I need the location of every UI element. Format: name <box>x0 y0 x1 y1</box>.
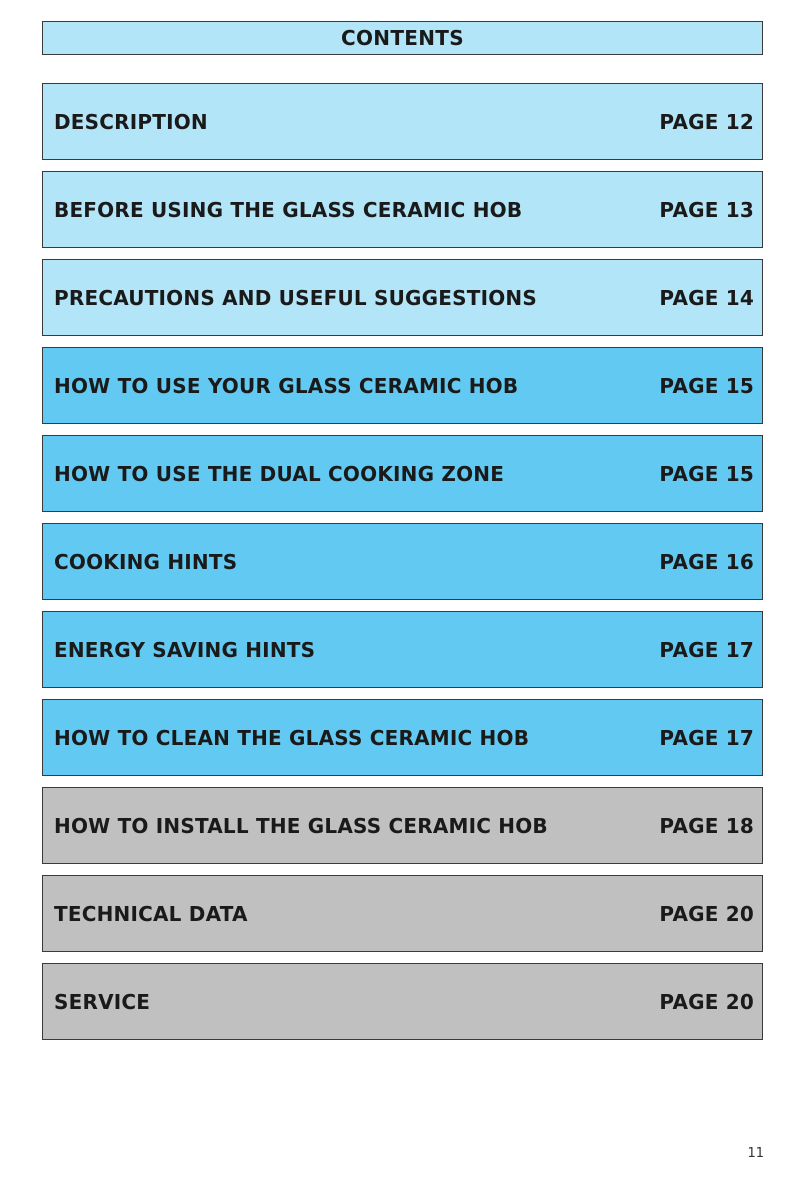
toc-entry-title: SERVICE <box>54 989 151 1014</box>
toc-entry-title: BEFORE USING THE GLASS CERAMIC HOB <box>54 197 523 222</box>
toc-entry-page: PAGE 17 <box>659 725 754 750</box>
toc-entry-title: ENERGY SAVING HINTS <box>54 637 316 662</box>
toc-entry-page: PAGE 12 <box>659 109 754 134</box>
toc-entry-title: PRECAUTIONS AND USEFUL SUGGESTIONS <box>54 285 537 310</box>
toc-entry-title: HOW TO INSTALL THE GLASS CERAMIC HOB <box>54 813 548 838</box>
toc-entry-energy-saving[interactable] <box>42 611 763 688</box>
toc-entry-before-using[interactable] <box>42 171 763 248</box>
toc-entry-title: DESCRIPTION <box>54 109 208 134</box>
toc-entry-service[interactable] <box>42 963 763 1040</box>
toc-entry-title: COOKING HINTS <box>54 549 238 574</box>
toc-entry-page: PAGE 18 <box>659 813 754 838</box>
toc-entry-precautions[interactable] <box>42 259 763 336</box>
toc-entry-page: PAGE 16 <box>659 549 754 574</box>
page-number: 11 <box>747 1146 764 1161</box>
toc-entry-page: PAGE 13 <box>659 197 754 222</box>
toc-entry-page: PAGE 17 <box>659 637 754 662</box>
toc-entry-title: HOW TO USE YOUR GLASS CERAMIC HOB <box>54 373 519 398</box>
toc-entry-dual-cooking-zone[interactable] <box>42 435 763 512</box>
contents-header <box>42 21 763 55</box>
toc-entry-cooking-hints[interactable] <box>42 523 763 600</box>
contents-list <box>42 83 763 1051</box>
toc-entry-title: HOW TO CLEAN THE GLASS CERAMIC HOB <box>54 725 530 750</box>
toc-entry-page: PAGE 15 <box>659 373 754 398</box>
toc-entry-page: PAGE 14 <box>659 285 754 310</box>
toc-entry-technical-data[interactable] <box>42 875 763 952</box>
toc-entry-title: TECHNICAL DATA <box>54 901 248 926</box>
toc-entry-how-to-use[interactable] <box>42 347 763 424</box>
toc-entry-how-to-clean[interactable] <box>42 699 763 776</box>
toc-entry-description[interactable] <box>42 83 763 160</box>
toc-entry-how-to-install[interactable] <box>42 787 763 864</box>
toc-entry-page: PAGE 15 <box>659 461 754 486</box>
toc-entry-page: PAGE 20 <box>659 989 754 1014</box>
contents-title: CONTENTS <box>341 26 464 50</box>
toc-entry-page: PAGE 20 <box>659 901 754 926</box>
toc-entry-title: HOW TO USE THE DUAL COOKING ZONE <box>54 461 505 486</box>
